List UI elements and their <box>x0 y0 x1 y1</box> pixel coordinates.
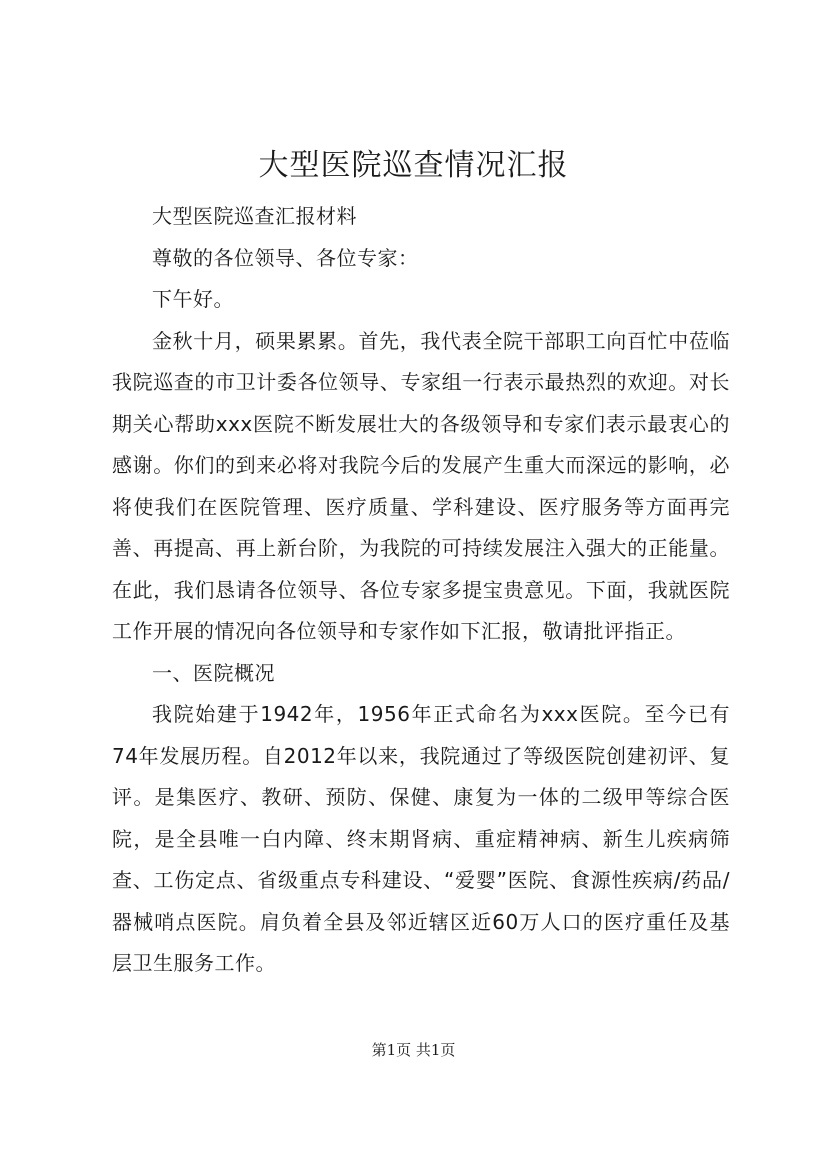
paragraph-greeting: 下午好。 <box>152 287 234 311</box>
paragraph-overview: 我院始建于1942年，1956年正式命名为xxx医院。至今已有74年发展历程。自2012年以来，我院通过了等级医院创建初评、复评。是集医疗、教研、预防、保健、康复为一体的二级甲等综合医院，是全县唯一白内障、终末期肾病、重症精神病、新生儿疾病筛查、工伤定点、省级重点专科建设、“爱婴”医院、食源性疾病/药品/器械哨点医院。肩负着全县及邻近辖区近60万人口的医疗重任及基层卫生服务工作。 <box>112 702 730 975</box>
page-footer: 第1页 共1页 <box>371 1041 456 1059</box>
paragraph-salutation: 尊敬的各位领导、各位专家： <box>152 245 419 270</box>
document-body <box>112 196 730 985</box>
section-heading: 一、医院概况 <box>152 660 275 685</box>
paragraph-welcome: 金秋十月，硕果累累。首先，我代表全院干部职工向百忙中莅临我院巡查的市卫计委各位领导、专家组一行表示最热烈的欢迎。对长期关心帮助xxx医院不断发展壮大的各级领导和专家们表示最衷心的感谢。你们的到来必将对我院今后的发展产生重大而深远的影响，必将使我们在医院管理、医疗质量、学科建设、医疗服务等方面再完善、再提高、再上新台阶，为我院的可持续发展注入强大的正能量。在此，我们恳请各位领导、各位专家多提宝贵意见。下面，我就医院工作开展的情况向各位领导和专家作如下汇报，敬请批评指正。 <box>112 328 730 643</box>
document-title: 大型医院巡查情况汇报 <box>258 148 569 183</box>
paragraph-subtitle: 大型医院巡查汇报材料 <box>152 204 357 228</box>
